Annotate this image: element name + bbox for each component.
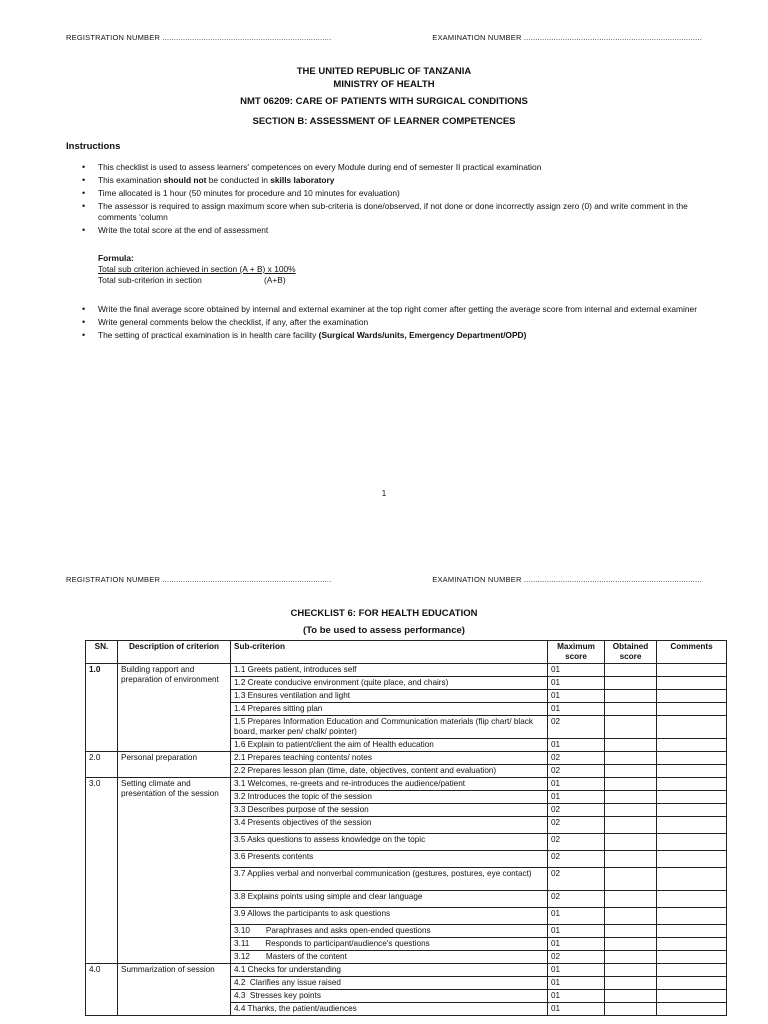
maximum-score: 01 [548, 977, 605, 990]
instruction-text: Write the total score at the end of assessment [98, 225, 269, 235]
maximum-score: 01 [548, 703, 605, 716]
header-line [66, 33, 702, 42]
sub-criterion: 4.3 Stresses key points [231, 990, 548, 1003]
comments-cell[interactable] [657, 778, 727, 791]
maximum-score: 02 [548, 868, 605, 891]
maximum-score: 01 [548, 778, 605, 791]
sub-criterion: 3.2 Introduces the topic of the session [231, 791, 548, 804]
comments-cell[interactable] [657, 851, 727, 868]
obtained-score-cell[interactable] [605, 778, 657, 791]
instruction-text: The assessor is required to assign maximum score when sub-criteria is done/observed, if not done or done incorrectly assign zero (0) and write comment in the comments ‘column [98, 201, 688, 222]
header-line-2 [66, 575, 702, 584]
instruction-item [82, 188, 702, 199]
criterion-description: Building rapport and preparation of environment [118, 664, 231, 752]
criterion-number: 2.0 [86, 752, 118, 778]
sub-criterion: 3.5 Asks questions to assess knowledge on the topic [231, 834, 548, 851]
obtained-score-cell[interactable] [605, 804, 657, 817]
obtained-score-cell[interactable] [605, 977, 657, 990]
table-row [86, 664, 727, 677]
title-ministry: MINISTRY OF HEALTH [333, 79, 435, 90]
instructions-heading: Instructions [66, 141, 121, 152]
sub-criterion: 1.2 Create conducive environment (quite place, and chairs) [231, 677, 548, 690]
title-section: SECTION B: ASSESSMENT OF LEARNER COMPETENCES [252, 116, 516, 127]
maximum-score: 02 [548, 765, 605, 778]
maximum-score: 02 [548, 716, 605, 739]
sub-criterion: 3.8 Explains points using simple and clear language [231, 891, 548, 908]
table-row [86, 964, 727, 977]
comments-cell[interactable] [657, 868, 727, 891]
table-row [86, 778, 727, 791]
instruction-item [82, 317, 702, 328]
sub-criterion: 4.1 Checks for understanding [231, 964, 548, 977]
obtained-score-cell[interactable] [605, 908, 657, 925]
table-row [86, 752, 727, 765]
maximum-score: 02 [548, 834, 605, 851]
sub-criterion: 1.3 Ensures ventilation and light [231, 690, 548, 703]
obtained-score-cell[interactable] [605, 868, 657, 891]
obtained-score-cell[interactable] [605, 739, 657, 752]
formula-block [98, 253, 296, 286]
sub-criterion: 1.4 Prepares sitting plan [231, 703, 548, 716]
col-description: Description of criterion [118, 641, 231, 664]
comments-cell[interactable] [657, 834, 727, 851]
examination-number-field[interactable]: EXAMINATION NUMBER .............................................................................. [432, 33, 702, 42]
comments-cell[interactable] [657, 977, 727, 990]
registration-number-field[interactable]: REGISTRATION NUMBER .......................................................................... [66, 33, 332, 42]
col-obtained-score: Obtained score [605, 641, 657, 664]
instruction-item [82, 162, 702, 173]
comments-cell[interactable] [657, 765, 727, 778]
formula-denominator [98, 275, 296, 286]
instruction-text: Time allocated is 1 hour (50 minutes for procedure and 10 minutes for evaluation) [98, 188, 400, 198]
sub-criterion: 3.6 Presents contents [231, 851, 548, 868]
comments-cell[interactable] [657, 908, 727, 925]
sub-criterion: 1.6 Explain to patient/client the aim of Health education [231, 739, 548, 752]
instructions-list-2 [82, 304, 702, 343]
maximum-score: 01 [548, 664, 605, 677]
comments-cell[interactable] [657, 891, 727, 908]
formula-denominator-text: Total sub-criterion in section [98, 275, 202, 285]
title-course: NMT 06209: CARE OF PATIENTS WITH SURGICAL CONDITIONS [240, 96, 528, 107]
maximum-score: 02 [548, 817, 605, 834]
obtained-score-cell[interactable] [605, 703, 657, 716]
checklist-table [85, 640, 727, 1016]
sub-criterion: 1.5 Prepares Information Education and Communication materials (flip chart/ black board, marker pen/ chalk/ pointer) [231, 716, 548, 739]
col-sub-criterion: Sub-criterion [231, 641, 548, 664]
comments-cell[interactable] [657, 938, 727, 951]
sub-criterion: 3.11 Responds to participant/audience's questions [231, 938, 548, 951]
obtained-score-cell[interactable] [605, 690, 657, 703]
obtained-score-cell[interactable] [605, 891, 657, 908]
obtained-score-cell[interactable] [605, 765, 657, 778]
comments-cell[interactable] [657, 716, 727, 739]
comments-cell[interactable] [657, 690, 727, 703]
sub-criterion: 3.10 Paraphrases and asks open-ended questions [231, 925, 548, 938]
maximum-score: 02 [548, 891, 605, 908]
comments-cell[interactable] [657, 752, 727, 765]
obtained-score-cell[interactable] [605, 752, 657, 765]
instruction-text: This examination [98, 175, 164, 185]
instruction-item [82, 175, 702, 186]
maximum-score: 01 [548, 677, 605, 690]
obtained-score-cell[interactable] [605, 664, 657, 677]
formula-label: Formula: [98, 253, 134, 263]
instruction-bold: (Surgical Wards/units, Emergency Department/OPD) [318, 330, 527, 340]
obtained-score-cell[interactable] [605, 791, 657, 804]
table-header-row [86, 641, 727, 664]
maximum-score: 01 [548, 990, 605, 1003]
obtained-score-cell[interactable] [605, 938, 657, 951]
obtained-score-cell[interactable] [605, 990, 657, 1003]
sub-criterion: 3.7 Applies verbal and nonverbal communication (gestures, postures, eye contact) [231, 868, 548, 891]
instruction-text: The setting of practical examination is in health care facility [98, 330, 319, 340]
maximum-score: 01 [548, 791, 605, 804]
comments-cell[interactable] [657, 925, 727, 938]
comments-cell[interactable] [657, 739, 727, 752]
comments-cell[interactable] [657, 951, 727, 964]
instruction-bold: skills laboratory [270, 175, 335, 185]
sub-criterion: 2.2 Prepares lesson plan (time, date, objectives, content and evaluation) [231, 765, 548, 778]
criterion-description: Personal preparation [118, 752, 231, 778]
comments-cell[interactable] [657, 964, 727, 977]
obtained-score-cell[interactable] [605, 951, 657, 964]
maximum-score: 02 [548, 851, 605, 868]
obtained-score-cell[interactable] [605, 925, 657, 938]
obtained-score-cell[interactable] [605, 677, 657, 690]
criterion-number: 4.0 [86, 964, 118, 1016]
criterion-number: 3.0 [86, 778, 118, 964]
page-number: 1 [381, 489, 387, 498]
sub-criterion: 2.1 Prepares teaching contents/ notes [231, 752, 548, 765]
comments-cell[interactable] [657, 1003, 727, 1016]
obtained-score-cell[interactable] [605, 851, 657, 868]
instruction-text: Write the final average score obtained by internal and external examiner at the top right corner after getting the average score from internal and external examiner [98, 304, 697, 314]
sub-criterion: 4.4 Thanks, the patient/audiences [231, 1003, 548, 1016]
maximum-score: 01 [548, 964, 605, 977]
maximum-score: 01 [548, 690, 605, 703]
formula-denominator-sections: (A+B) [264, 275, 286, 285]
registration-number-field-2[interactable]: REGISTRATION NUMBER .......................................................................... [66, 575, 332, 584]
instruction-item [82, 201, 702, 223]
criterion-description: Setting climate and presentation of the session [118, 778, 231, 964]
comments-cell[interactable] [657, 791, 727, 804]
instruction-text: Write general comments below the checklist, if any, after the examination [98, 317, 369, 327]
maximum-score: 02 [548, 951, 605, 964]
col-maximum-score: Maximum score [548, 641, 605, 664]
comments-cell[interactable] [657, 703, 727, 716]
sub-criterion: 3.3 Describes purpose of the session [231, 804, 548, 817]
sub-criterion: 4.2 Clarifies any issue raised [231, 977, 548, 990]
obtained-score-cell[interactable] [605, 716, 657, 739]
checklist-title: CHECKLIST 6: FOR HEALTH EDUCATION [290, 608, 478, 619]
instruction-text: be conducted in [206, 175, 271, 185]
maximum-score: 02 [548, 804, 605, 817]
sub-criterion: 3.9 Allows the participants to ask questions [231, 908, 548, 925]
obtained-score-cell[interactable] [605, 964, 657, 977]
comments-cell[interactable] [657, 804, 727, 817]
instruction-item [82, 330, 702, 341]
col-comments: Comments [657, 641, 727, 664]
obtained-score-cell[interactable] [605, 817, 657, 834]
criterion-description: Summarization of session [118, 964, 231, 1016]
comments-cell[interactable] [657, 664, 727, 677]
criterion-number: 1.0 [86, 664, 118, 752]
title-republic: THE UNITED REPUBLIC OF TANZANIA [296, 66, 472, 77]
instructions-list [82, 162, 702, 238]
comments-cell[interactable] [657, 990, 727, 1003]
comments-cell[interactable] [657, 817, 727, 834]
instruction-bold: should not [163, 175, 207, 185]
instruction-item [82, 225, 702, 236]
maximum-score: 01 [548, 938, 605, 951]
maximum-score: 01 [548, 908, 605, 925]
maximum-score: 02 [548, 752, 605, 765]
examination-number-field-2[interactable]: EXAMINATION NUMBER .............................................................................. [432, 575, 702, 584]
sub-criterion: 3.12 Masters of the content [231, 951, 548, 964]
formula-numerator: Total sub criterion achieved in section (A + B) x 100% [98, 264, 296, 274]
instruction-item [82, 304, 702, 315]
checklist-subtitle: (To be used to assess performance) [303, 625, 465, 636]
sub-criterion: 1.1 Greets patient, introduces self [231, 664, 548, 677]
sub-criterion: 3.4 Presents objectives of the session [231, 817, 548, 834]
obtained-score-cell[interactable] [605, 1003, 657, 1016]
page-2 [0, 540, 768, 1024]
maximum-score: 01 [548, 925, 605, 938]
maximum-score: 01 [548, 739, 605, 752]
instruction-text: This checklist is used to assess learners' competences on every Module during end of semester II practical examination [98, 162, 542, 172]
sub-criterion: 3.1 Welcomes, re-greets and re-introduces the audience/patient [231, 778, 548, 791]
comments-cell[interactable] [657, 677, 727, 690]
maximum-score: 01 [548, 1003, 605, 1016]
obtained-score-cell[interactable] [605, 834, 657, 851]
col-sn: SN. [86, 641, 118, 664]
